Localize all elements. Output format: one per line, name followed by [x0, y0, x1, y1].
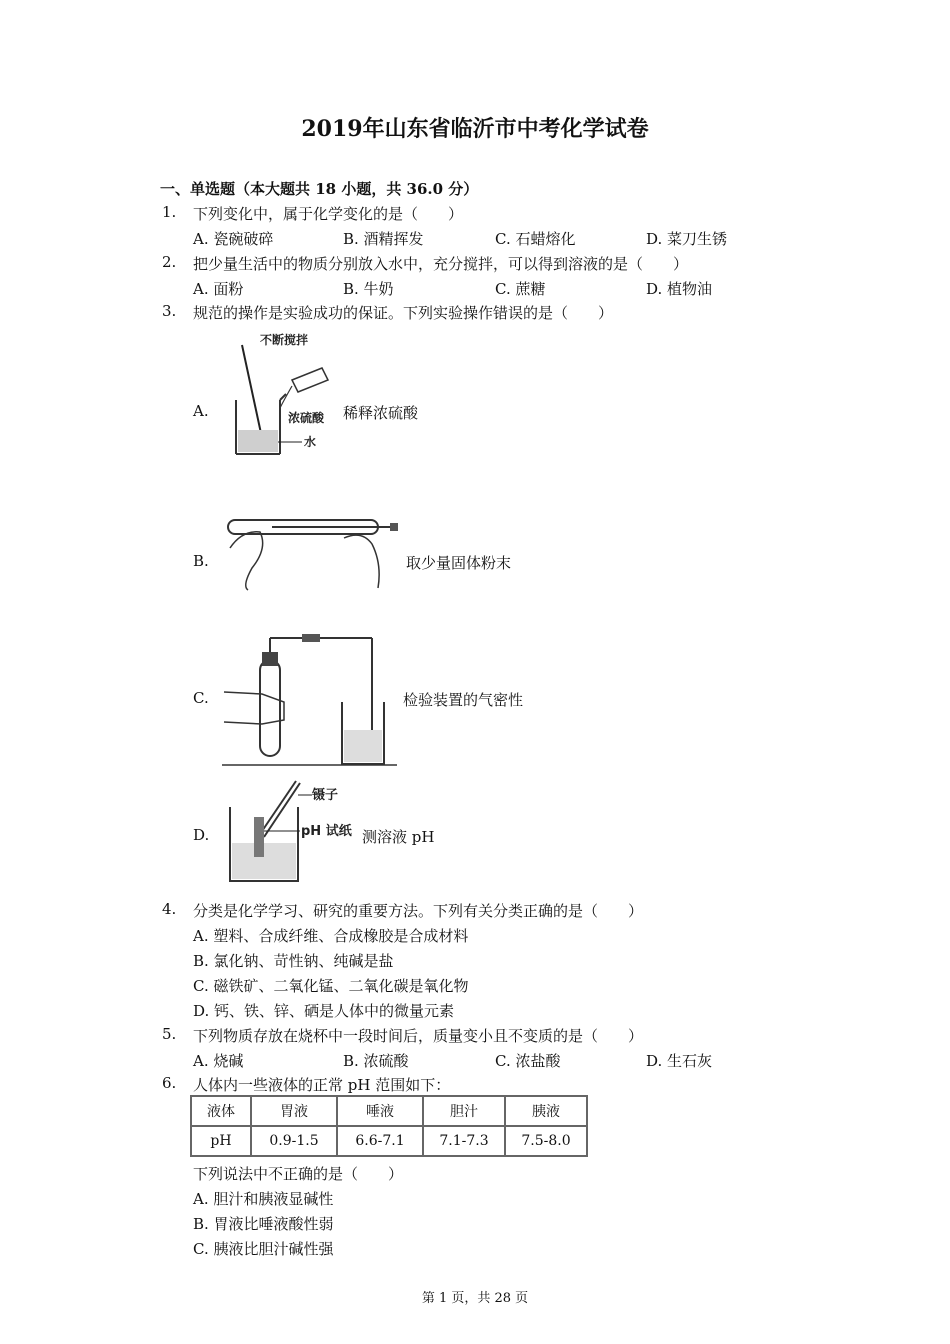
question-number: 5. — [162, 1025, 177, 1043]
option-d: D. 植物油 — [646, 280, 713, 298]
option-c: C. 石蜡熔化 — [495, 230, 576, 248]
option-b-label: B. — [193, 552, 209, 570]
option-a: A. 面粉 — [193, 280, 244, 298]
option-d: D. 菜刀生锈 — [646, 230, 728, 248]
page-title: 2019年山东省临沂市中考化学试卷 — [301, 116, 649, 142]
question-number: 6. — [162, 1074, 177, 1092]
table-header-row — [191, 1096, 587, 1126]
option-c: C. 胰液比胆汁碱性强 — [193, 1240, 334, 1258]
question-text: 下列变化中，属于化学变化的是（ ） — [193, 205, 464, 223]
option-a: A. 塑料、合成纤维、合成橡胶是合成材料 — [193, 927, 469, 945]
table-cell: 7.5-8.0 — [505, 1126, 587, 1156]
option-b: B. 牛奶 — [343, 280, 394, 298]
figure-label: pH 试纸 — [301, 824, 352, 839]
option-a-caption: 稀释浓硫酸 — [343, 404, 419, 422]
table-cell: 7.1-7.3 — [423, 1126, 505, 1156]
table-cell: 胃液 — [251, 1096, 337, 1126]
option-c: C. 磁铁矿、二氧化锰、二氧化碳是氧化物 — [193, 977, 469, 995]
question-text: 规范的操作是实验成功的保证。下列实验操作错误的是（ ） — [193, 304, 614, 322]
option-d-label: D. — [193, 826, 210, 844]
option-c: C. 蔗糖 — [495, 280, 546, 298]
dilute-acid-figure — [222, 330, 342, 465]
option-c-label: C. — [193, 689, 209, 707]
option-a-label: A. — [193, 402, 209, 420]
question-number: 3. — [162, 302, 177, 320]
option-c: C. 浓盐酸 — [495, 1052, 561, 1070]
option-b: B. 胃液比唾液酸性弱 — [193, 1215, 334, 1233]
test-tube-figure — [222, 508, 402, 593]
option-a: A. 瓷碗破碎 — [193, 230, 274, 248]
option-a: A. 烧碱 — [193, 1052, 244, 1070]
question-text: 下列物质存放在烧杯中一段时间后，质量变小且不变质的是（ ） — [193, 1027, 644, 1045]
table-cell: 6.6-7.1 — [337, 1126, 423, 1156]
option-b-caption: 取少量固体粉末 — [406, 554, 512, 572]
table-cell: 液体 — [191, 1096, 251, 1126]
ph-table — [190, 1095, 588, 1157]
section-heading: 一、单选题（本大题共 18 小题，共 36.0 分） — [160, 180, 479, 198]
table-cell: 唾液 — [337, 1096, 423, 1126]
option-d: D. 生石灰 — [646, 1052, 713, 1070]
option-d: D. 钙、铁、锌、硒是人体中的微量元素 — [193, 1002, 455, 1020]
question-text: 把少量生活中的物质分别放入水中，充分搅拌，可以得到溶液的是（ ） — [193, 255, 689, 273]
table-cell: 胆汁 — [423, 1096, 505, 1126]
airtight-check-figure — [222, 632, 397, 767]
figure-label: 不断搅拌 — [260, 333, 309, 347]
figure-label: 镊子 — [312, 788, 339, 803]
option-c-caption: 检验装置的气密性 — [403, 691, 524, 709]
figure-label: 水 — [304, 435, 317, 449]
table-cell: pH — [191, 1126, 251, 1156]
figure-label: 浓硫酸 — [288, 411, 325, 425]
question-text: 人体内一些液体的正常 pH 范围如下： — [193, 1076, 451, 1094]
option-a: A. 胆汁和胰液显碱性 — [193, 1190, 334, 1208]
option-b: B. 氯化钠、苛性钠、纯碱是盐 — [193, 952, 394, 970]
page-footer: 第 1 页，共 28 页 — [421, 1291, 529, 1306]
option-b: B. 浓硫酸 — [343, 1052, 409, 1070]
question-number: 1. — [162, 203, 177, 221]
table-cell: 胰液 — [505, 1096, 587, 1126]
ph-test-figure — [222, 777, 357, 885]
question-text: 分类是化学学习、研究的重要方法。下列有关分类正确的是（ ） — [193, 902, 644, 920]
question-number: 2. — [162, 253, 177, 271]
question-subtext: 下列说法中不正确的是（ ） — [193, 1165, 404, 1183]
option-b: B. 酒精挥发 — [343, 230, 424, 248]
table-row — [191, 1126, 587, 1156]
option-d-caption: 测溶液 pH — [362, 828, 435, 846]
table-cell: 0.9-1.5 — [251, 1126, 337, 1156]
question-number: 4. — [162, 900, 177, 918]
